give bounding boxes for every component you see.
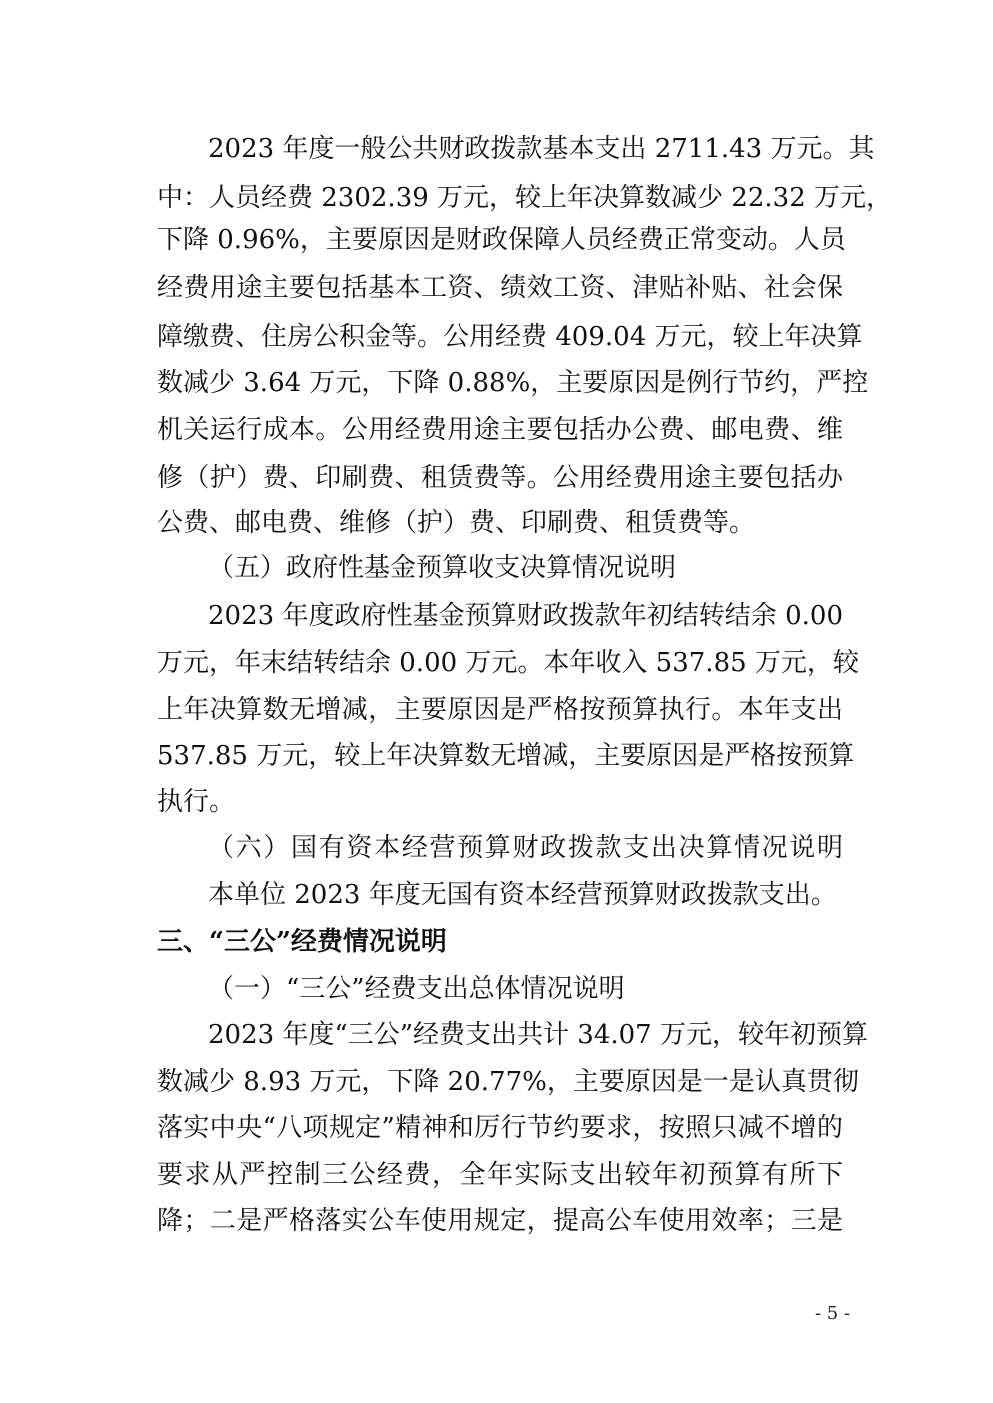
paragraph-line: 2023 年度政府性基金预算财政拨款年初结转结余 0.00 (208, 601, 843, 631)
paragraph-line: 万元，年末结转结余 0.00 万元。本年收入 537.85 万元，较 (157, 648, 859, 678)
paragraph-line: 中：人员经费 2302.39 万元，较上年决算数减少 22.32 万元， (157, 183, 893, 213)
chapter-heading-three: 三、“三公”经费情况说明 (157, 927, 447, 957)
section-heading-five: （五）政府性基金预算收支决算情况说明 (208, 553, 677, 583)
paragraph-line: 537.85 万元，较上年决算数无增减，主要原因是严格按预算 (157, 741, 855, 771)
paragraph-line: 下降 0.96%，主要原因是财政保障人员经费正常变动。人员 (157, 225, 846, 255)
paragraph-line: 障缴费、住房公积金等。公用经费 409.04 万元，较上年决算 (157, 322, 863, 352)
paragraph-line: 2023 年度“三公”经费支出共计 34.07 万元，较年初预算 (208, 1020, 868, 1050)
paragraph-line: 执行。 (157, 787, 236, 817)
paragraph-line: 落实中央“八项规定”精神和厉行节约要求，按照只减不增的 (157, 1113, 843, 1143)
paragraph-line: 修（护）费、印刷费、租赁费等。公用经费用途主要包括办 (157, 463, 843, 493)
paragraph-line: 数减少 8.93 万元，下降 20.77%，主要原因是一是认真贯彻 (157, 1067, 859, 1097)
paragraph-line: 2023 年度一般公共财政拨款基本支出 2711.43 万元。其 (208, 134, 875, 164)
paragraph-line: 数减少 3.64 万元，下降 0.88%，主要原因是例行节约，严控 (157, 368, 869, 398)
paragraph-line: 要求从严控制三公经费，全年实际支出较年初预算有所下 (157, 1160, 843, 1190)
paragraph-line: 降；二是严格落实公车使用规定，提高公车使用效率；三是 (157, 1206, 843, 1236)
paragraph-line: 本单位 2023 年度无国有资本经营预算财政拨款支出。 (208, 880, 837, 910)
section-heading-six: （六）国有资本经营预算财政拨款支出决算情况说明 (208, 833, 843, 863)
paragraph-line: 机关运行成本。公用经费用途主要包括办公费、邮电费、维 (157, 415, 843, 445)
paragraph-line: 上年决算数无增减，主要原因是严格按预算执行。本年支出 (157, 695, 843, 725)
page-number: - 5 - (814, 1303, 850, 1324)
paragraph-line: 经费用途主要包括基本工资、绩效工资、津贴补贴、社会保 (157, 273, 843, 303)
paragraph-line: 公费、邮电费、维修（护）费、印刷费、租赁费等。 (157, 508, 756, 538)
section-heading-one: （一）“三公”经费支出总体情况说明 (208, 974, 625, 1004)
